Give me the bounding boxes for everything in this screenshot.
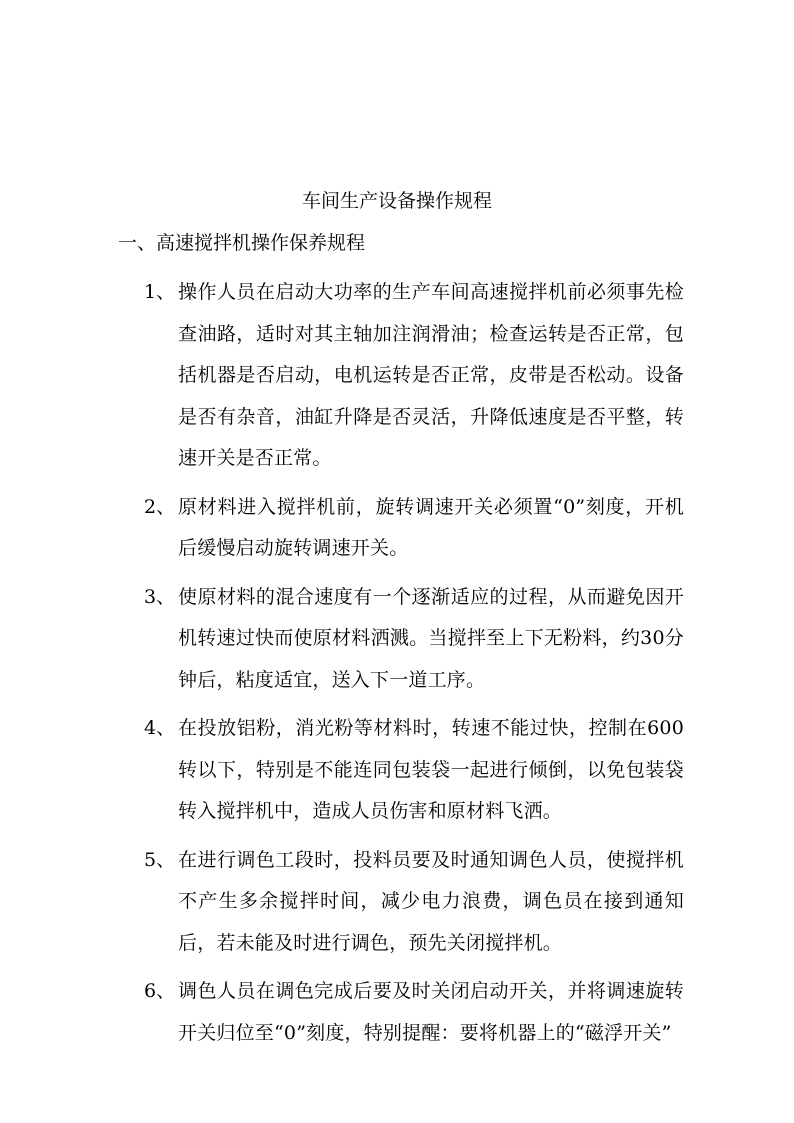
item-text: 调色人员在调色完成后要及时关闭启动开关，并将调速旋转开关归位至“0”刻度，特别提醒：要将机器上的“磁浮开关” (178, 980, 684, 1044)
item-number: 6、 (144, 980, 176, 1002)
item-text: 在进行调色工段时，投料员要及时通知调色人员，使搅拌机不产生多余搅拌时间，减少电力浪费，调色员在接到通知后，若未能及时进行调色，预先关闭搅拌机。 (178, 848, 684, 954)
procedure-item-4 (144, 708, 684, 833)
procedure-item-1 (144, 272, 684, 480)
item-text: 在投放铝粉，消光粉等材料时，转速不能过快，控制在600转以下，特别是不能连同包装袋一起进行倾倒，以免包装袋转入搅拌机中，造成人员伤害和原材料飞洒。 (178, 717, 684, 822)
item-number: 3、 (144, 585, 176, 608)
section-heading: 一、高速搅拌机操作保养规程 (118, 232, 366, 254)
procedure-item-5 (144, 840, 684, 965)
procedure-item-3 (144, 577, 684, 702)
procedure-item-2 (144, 487, 684, 570)
item-text: 原材料进入搅拌机前，旋转调速开关必须置“0”刻度，开机后缓慢启动旋转调速开关。 (178, 495, 684, 559)
item-text: 使原材料的混合速度有一个逐渐适应的过程，从而避免因开机转速过快而使原材料洒溅。当搅拌至上下无粉料，约30分钟后，粘度适宜，送入下一道工序。 (178, 585, 684, 691)
document-title: 车间生产设备操作规程 (301, 190, 492, 212)
item-number: 4、 (144, 717, 176, 739)
item-number: 5、 (144, 848, 176, 871)
procedure-list (144, 272, 684, 1061)
item-text: 操作人员在启动大功率的生产车间高速搅拌机前必须事先检查油路，适时对其主轴加注润滑油；检查运转是否正常，包括机器是否启动，电机运转是否正常，皮带是否松动。设备是否有杂音，油缸升降是否灵活，升降低速度是否平整，转速开关是否正常。 (178, 281, 684, 469)
item-number: 1、 (144, 281, 176, 303)
item-number: 2、 (144, 495, 176, 518)
procedure-item-6 (144, 971, 684, 1054)
